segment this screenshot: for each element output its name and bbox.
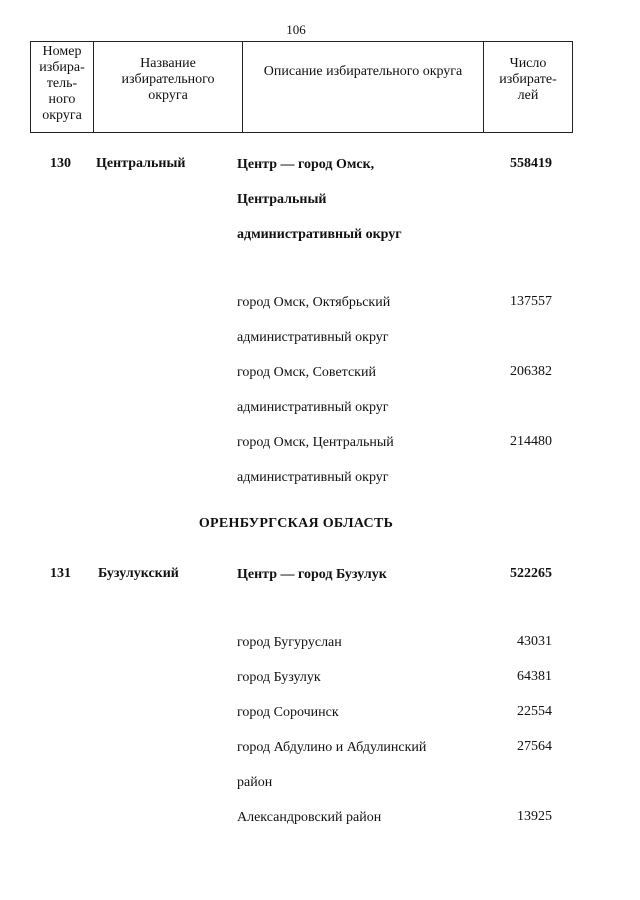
district-number: 130 — [50, 156, 71, 171]
district-part-description: город Омск, Советский административный округ — [237, 365, 389, 415]
district-part-voters: 137557 — [510, 294, 552, 309]
district-part-voters: 22554 — [517, 704, 552, 719]
page-number: 106 — [286, 22, 306, 37]
district-number: 131 — [50, 566, 71, 581]
table-header — [30, 41, 573, 133]
header-district-name: Название избирательного округа — [94, 42, 243, 133]
district-part-description: город Абдулино и Абдулинский район — [237, 740, 427, 790]
district-center-description: Центр — город Омск, Центральный административный округ — [237, 157, 402, 242]
district-part-voters: 206382 — [510, 364, 552, 379]
district-part-voters: 27564 — [517, 739, 552, 754]
district-name: Бузулукский — [98, 566, 179, 581]
district-voter-total: 522265 — [510, 566, 552, 581]
district-center-description: Центр — город Бузулук — [237, 567, 387, 582]
district-part-voters: 64381 — [517, 669, 552, 684]
district-name: Центральный — [96, 156, 186, 171]
district-part-description: город Сорочинск — [237, 705, 339, 720]
district-part-voters: 43031 — [517, 634, 552, 649]
region-title: ОРЕНБУРГСКАЯ ОБЛАСТЬ — [198, 516, 394, 531]
district-part-description: город Омск, Центральный административный округ — [237, 435, 394, 485]
header-voter-count: Число избирате- лей — [484, 42, 573, 133]
header-district-description: Описание избирательного округа — [243, 42, 484, 133]
district-part-description: город Бузулук — [237, 670, 321, 685]
district-part-description: город Бугуруслан — [237, 635, 342, 650]
district-part-description: город Омск, Октябрьский административный округ — [237, 295, 391, 345]
district-part-description: Александровский район — [237, 810, 382, 825]
header-district-number: Номер избира- тель- ного округа — [31, 42, 94, 133]
district-voter-total: 558419 — [510, 156, 552, 171]
district-part-voters: 214480 — [510, 434, 552, 449]
district-part-voters: 13925 — [517, 809, 552, 824]
